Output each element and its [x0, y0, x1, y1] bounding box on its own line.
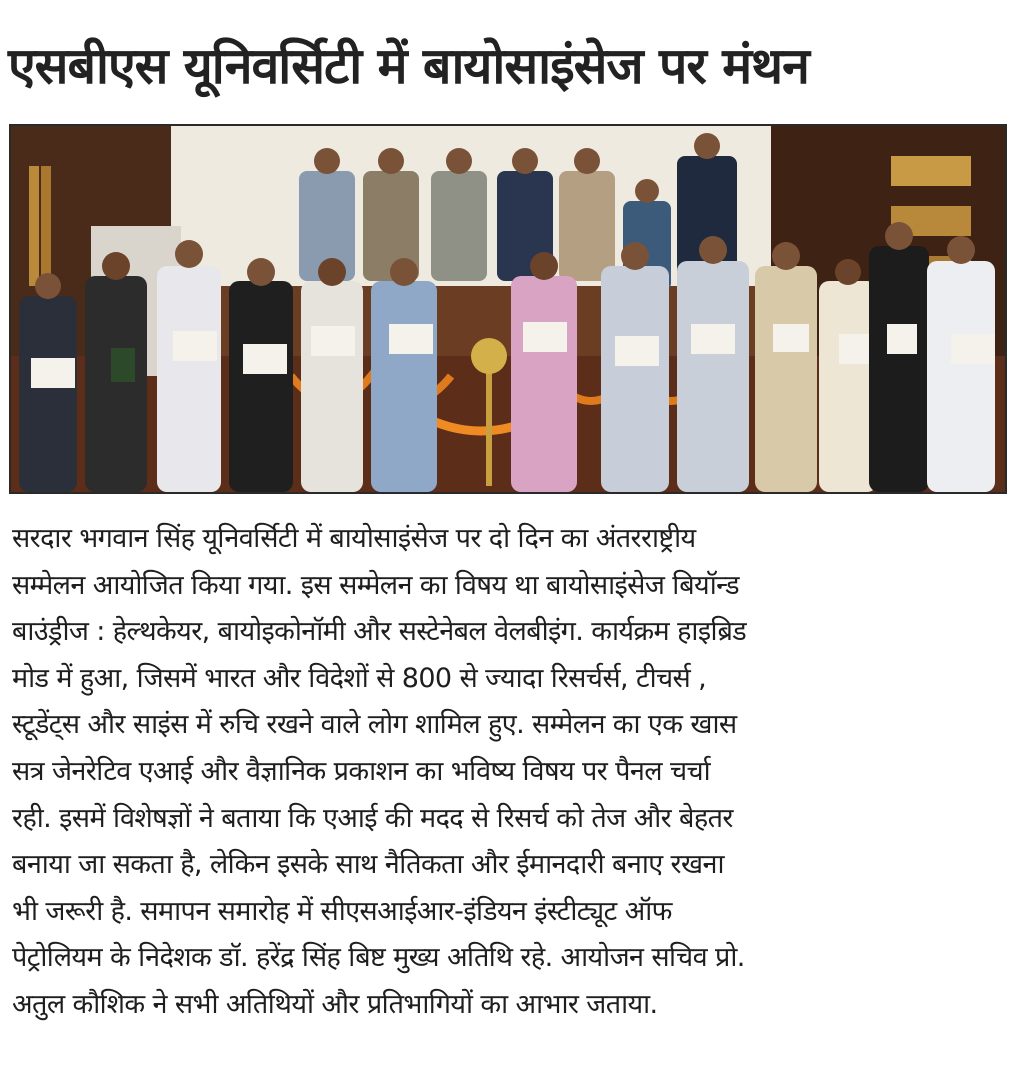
article-line: सरदार भगवान सिंह यूनिवर्सिटी में बायोसाइंसेज पर दो दिन का अंतरराष्ट्रीय	[12, 523, 696, 554]
article-line: सत्र जेनरेटिव एआई और वैज्ञानिक प्रकाशन का भविष्य विषय पर पैनल चर्चा	[12, 755, 711, 787]
article-line: पेट्रोलियम के निदेशक डॉ. हरेंद्र सिंह बिष्ट मुख्य अतिथि रहे. आयोजन सचिव प्रो.	[12, 942, 745, 974]
lamp-stand	[486, 356, 492, 486]
headline: एसबीएस यूनिवर्सिटी में बायोसाइंसेज पर मंथन	[8, 37, 809, 95]
article-line: बनाया जा सकता है, लेकिन इसके साथ नैतिकता और ईमानदारी बनाए रखना	[12, 849, 724, 881]
article-body	[12, 516, 1012, 1029]
group-photo	[9, 124, 1007, 494]
article-line: स्टूडेंट्स और साइंस में रुचि रखने वाले लोग शामिल हुए. सम्मेलन का एक खास	[12, 709, 737, 741]
article-line: भी जरूरी है. समापन समारोह में सीएसआईआर-इंडियन इंस्टीट्यूट ऑफ	[12, 895, 672, 927]
article-line: बाउंड्रीज : हेल्थकेयर, बायोइकोनॉमी और सस्टेनेबल वेलबीइंग. कार्यक्रम हाइब्रिड	[12, 616, 747, 648]
article-line: अतुल कौशिक ने सभी अतिथियों और प्रतिभागियों का आभार जताया.	[12, 988, 658, 1020]
article-line: सम्मेलन आयोजित किया गया. इस सम्मेलन का विषय था बायोसाइंसेज बियॉन्ड	[12, 569, 740, 601]
article-line: रही. इसमें विशेषज्ञों ने बताया कि एआई की मदद से रिसर्च को तेज और बेहतर	[12, 802, 733, 834]
article-line: मोड में हुआ, जिसमें भारत और विदेशों से 800 से ज्यादा रिसर्चर्स, टीचर्स ,	[12, 662, 707, 694]
